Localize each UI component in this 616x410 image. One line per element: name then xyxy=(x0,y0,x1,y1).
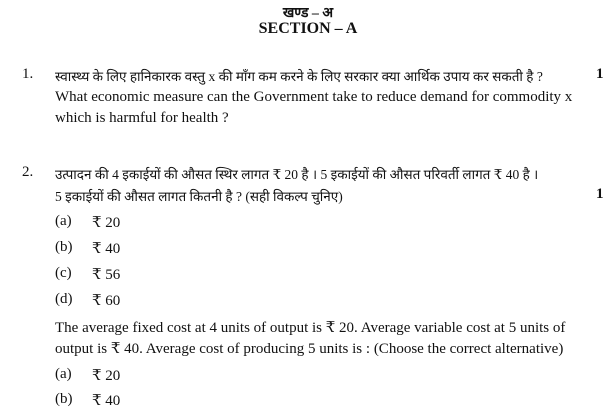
question-1-hindi-line-1: स्वास्थ्य के लिए हानिकारक वस्तु x की माँग कम करने के लिए सरकार क्या आर्थिक उपाय कर सकती है ? xyxy=(55,69,543,84)
question-2-hindi-option-c-value: ₹ 56 xyxy=(92,267,121,283)
question-2-english-line-2: output is ₹ 40. Average cost of producing 5 units is : (Choose the correct alternative) xyxy=(55,341,564,357)
question-1-english-line-2: which is harmful for health ? xyxy=(55,110,229,126)
section-title-hindi: खण्ड – अ xyxy=(282,6,334,21)
question-2-hindi-line-1: उत्पादन की 4 इकाईयों की औसत स्थिर लागत ₹ 20 है । 5 इकाईयों की औसत परिवर्ती लागत ₹ 40 है । xyxy=(55,167,539,182)
question-2-hindi-option-c-label: (c) xyxy=(55,265,72,281)
question-2-marks: 1 xyxy=(596,186,604,202)
question-2-english-line-1: The average fixed cost at 4 units of output is ₹ 20. Average variable cost at 5 units of xyxy=(55,320,566,336)
section-title-english: SECTION – A xyxy=(258,20,358,37)
question-2-english-option-b-value: ₹ 40 xyxy=(92,393,121,409)
question-2-hindi-line-2: 5 इकाईयों की औसत लागत कितनी है ? (सही विकल्प चुनिए) xyxy=(55,189,343,204)
question-2-english-option-a-value: ₹ 20 xyxy=(92,368,121,384)
question-1-english-line-1: What economic measure can the Government take to reduce demand for commodity x xyxy=(55,89,573,105)
question-1-number: 1. xyxy=(22,66,34,82)
question-2-hindi-option-a-value: ₹ 20 xyxy=(92,215,121,231)
question-2-hindi-option-d-value: ₹ 60 xyxy=(92,293,121,309)
question-2-hindi-option-b-value: ₹ 40 xyxy=(92,241,121,257)
question-1-marks: 1 xyxy=(596,66,604,82)
question-2-english-option-a-label: (a) xyxy=(55,366,72,382)
question-2-hindi-option-b-label: (b) xyxy=(55,239,73,255)
question-2-english-option-b-label: (b) xyxy=(55,391,73,407)
question-2-number: 2. xyxy=(22,164,34,180)
question-2-hindi-option-a-label: (a) xyxy=(55,213,72,229)
question-2-hindi-option-d-label: (d) xyxy=(55,291,73,307)
